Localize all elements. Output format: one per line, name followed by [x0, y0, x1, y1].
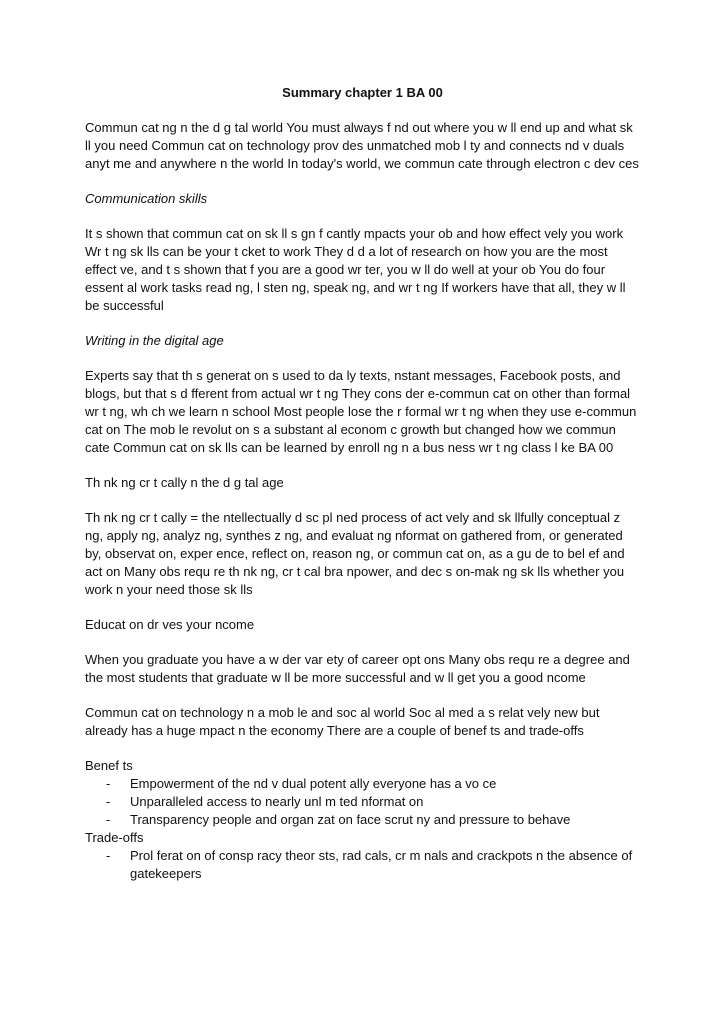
document-title: Summary chapter 1 BA 00: [282, 85, 443, 100]
intro-paragraph: Commun cat ng n the d g tal world You must always f nd out where you w ll end up and what sk ll you need Commun cat on technology prov des unmatched mob l ty and connects nd v duals anyt me and anywhere n the world In today's world, we commun cate through electron c dev ces: [85, 120, 639, 171]
tradeoffs-label: Trade-offs: [85, 830, 144, 845]
tradeoffs-list: [85, 847, 640, 883]
section-heading-thinking-critically: Th nk ng cr t cally n the d g tal age: [85, 475, 284, 490]
technology-paragraph: Commun cat on technology n a mob le and soc al world Soc al med a s relat vely new but already has a huge mpact n the economy There are a couple of benef ts and trade-offs: [85, 705, 600, 738]
section-heading-education-income: Educat on dr ves your ncome: [85, 617, 255, 632]
list-item: [85, 775, 640, 793]
benefits-list: [85, 775, 640, 829]
benefits-label: Benef ts: [85, 758, 133, 773]
list-item: [85, 847, 640, 883]
list-item-text: Empowerment of the nd v dual potent ally everyone has a vo ce: [130, 776, 497, 791]
section-heading-writing-digital-age: Writing in the digital age: [85, 333, 224, 348]
dash-bullet: -: [106, 812, 111, 827]
dash-bullet: -: [106, 776, 111, 791]
list-item-text: Transparency people and organ zat on face scrut ny and pressure to behave: [130, 812, 571, 827]
section-body-thinking-critically: Th nk ng cr t cally = the ntellectually d sc pl ned process of act vely and sk llfully conceptual z ng, apply ng, analyz ng, synthes z ng, and evaluat ng nformat on gathered from, or generated by, observat on, exper ence, reflect on, reason ng, or commun cat on, as a gu de to bel ef and act on Many obs requ re th nk ng, cr t cal bra npower, and dec s on-mak ng sk lls whether you work n your need those sk lls: [85, 510, 625, 597]
document-page: [85, 84, 640, 883]
section-body-writing-digital-age: Experts say that th s generat on s used to da ly texts, nstant messages, Facebook posts, and blogs, but that s d fferent from actual wr t ng They cons der e-commun cat on other than formal wr t ng, wh ch we learn n school Most people lose the r formal wr t ng when they use e-commun cat on The mob le revolut on s a substant al econom c growth but changed how we commun cate Commun cat on sk lls can be learned by enroll ng n a bus ness wr t ng class l ke BA 00: [85, 368, 637, 455]
list-item-text: Unparalleled access to nearly unl m ted nformat on: [130, 794, 424, 809]
section-heading-communication-skills: Communication skills: [85, 191, 208, 206]
section-body-communication-skills: It s shown that commun cat on sk ll s gn f cantly mpacts your ob and how effect vely you work Wr t ng sk lls can be your t cket to work They d d a lot of research on how you are the most effect ve, and t s shown that f you are a good wr ter, you w ll do well at your ob You do four essent al work tasks read ng, l sten ng, speak ng, and wr t ng If workers have that all, they w ll be successful: [85, 226, 626, 313]
list-item: [85, 811, 640, 829]
dash-bullet: -: [106, 794, 111, 809]
dash-bullet: -: [106, 848, 111, 863]
section-body-education-income: When you graduate you have a w der var ety of career opt ons Many obs requ re a degree and the most students that graduate w ll be more successful and w ll get you a good ncome: [85, 652, 630, 685]
list-item: [85, 793, 640, 811]
list-item-text: Prol ferat on of consp racy theor sts, rad cals, cr m nals and crackpots n the absence of gatekeepers: [130, 848, 633, 881]
